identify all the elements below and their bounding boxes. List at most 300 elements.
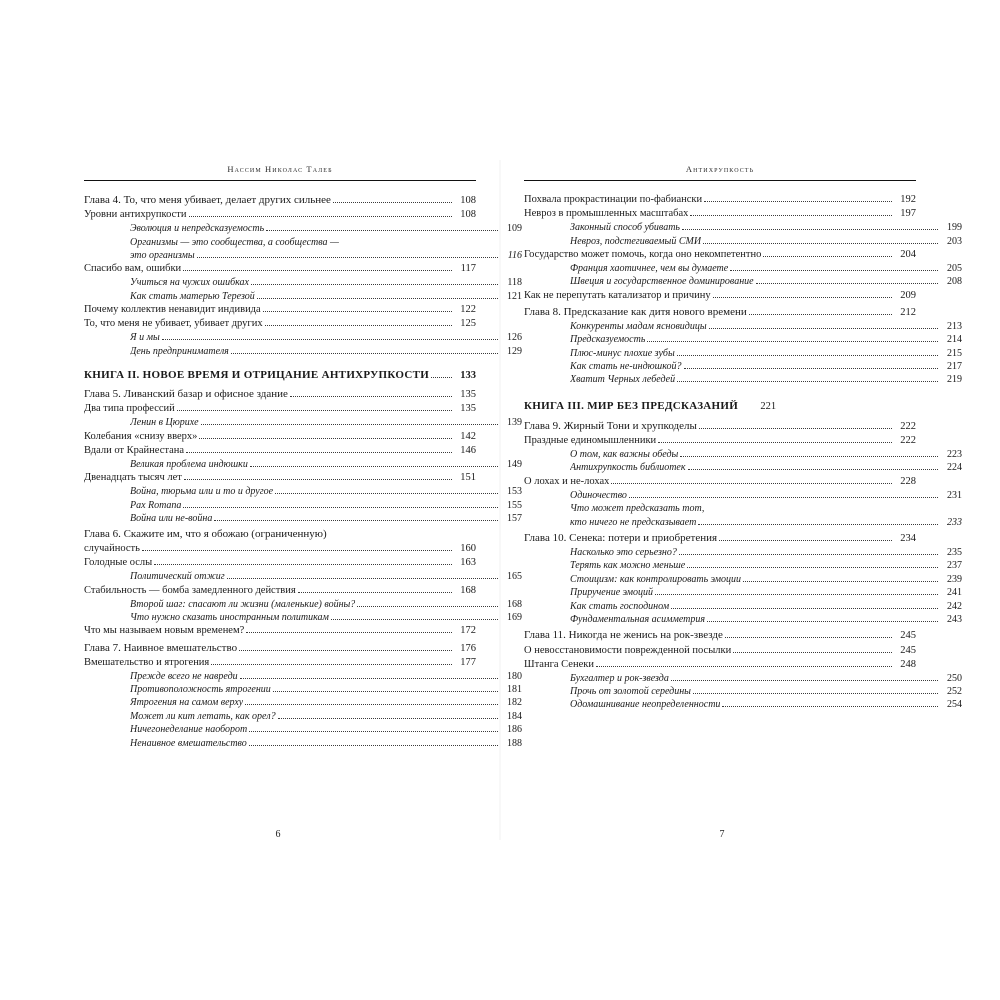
toc-entry-title: Одомашнивание неопределенности: [570, 699, 721, 711]
toc-leader-dots: [333, 202, 452, 203]
toc-subsection-entry[interactable]: [524, 320, 962, 333]
page-gutter: [499, 160, 501, 840]
toc-entry-page: 109: [507, 223, 522, 235]
toc-leader-dots: [298, 592, 452, 593]
toc-leader-dots: [246, 632, 452, 633]
toc-entry-page: 135: [460, 403, 476, 415]
right-page: [500, 160, 962, 840]
toc-section-entry[interactable]: [524, 434, 916, 448]
toc-entry-page: 126: [507, 332, 522, 344]
toc-entry-title: Франция хаотичнее, чем вы думаете: [570, 262, 729, 274]
toc-entry-page: 242: [947, 600, 962, 612]
toc-entry-continuation[interactable]: [84, 542, 476, 556]
toc-leader-dots: [677, 381, 938, 382]
toc-leader-dots: [357, 606, 498, 607]
toc-leader-dots: [183, 270, 452, 271]
toc-subsection-entry[interactable]: [84, 570, 522, 583]
toc-entry-page: 209: [900, 289, 916, 301]
toc-leader-dots: [677, 355, 938, 356]
toc-entry-page: 135: [460, 389, 476, 401]
toc-entry-page: 108: [460, 195, 476, 206]
toc-entry-page: 165: [507, 571, 522, 583]
toc-entry-title: Терять как можно меньше: [570, 560, 686, 572]
toc-section-entry[interactable]: [524, 248, 916, 262]
toc-leader-dots: [647, 341, 938, 342]
toc-leader-dots: [722, 706, 938, 707]
toc-entry-page: 254: [947, 699, 962, 711]
toc-leader-dots: [197, 257, 498, 258]
toc-entry-page: 133: [460, 370, 476, 382]
toc-section-entry[interactable]: [84, 584, 476, 598]
toc-subsection-entry[interactable]: [524, 262, 962, 275]
toc-entry-title: это организмы: [130, 249, 195, 261]
toc-entry-title: Глава 5. Ливанский базар и офисное здание: [84, 388, 288, 401]
toc-entry-page: 234: [900, 533, 916, 545]
toc-leader-dots: [431, 377, 452, 378]
toc-subsection-entry[interactable]: [84, 499, 522, 512]
toc-leader-dots: [199, 438, 452, 439]
toc-entry-page: 248: [900, 658, 916, 670]
toc-leader-dots: [189, 216, 453, 217]
toc-subsection-entry[interactable]: [84, 345, 522, 358]
toc-entry-page: 169: [507, 612, 522, 624]
toc-section-entry[interactable]: [84, 444, 476, 458]
toc-leader-dots: [214, 520, 498, 521]
toc-leader-dots: [749, 314, 892, 315]
toc-leader-dots: [227, 578, 498, 579]
toc-chapter-entry[interactable]: [84, 641, 476, 656]
toc-entry-title: Что мы называем новым временем?: [84, 625, 245, 637]
toc-leader-dots: [655, 594, 938, 595]
toc-leader-dots: [273, 691, 498, 692]
toc-entry-title: Стабильность — бомба замедленного действия: [84, 584, 296, 596]
toc-entry-title: Ятрогения на самом верху: [130, 697, 244, 709]
toc-subsection-entry[interactable]: [524, 221, 962, 234]
right-toc-list: [524, 193, 962, 712]
toc-entry-page: 182: [507, 697, 522, 709]
toc-entry-title: О лохах и не-лохах: [524, 475, 610, 487]
toc-entry-page: 231: [947, 489, 962, 501]
toc-subsection-entry[interactable]: [524, 559, 962, 572]
toc-leader-dots: [154, 564, 452, 565]
toc-subsection-entry[interactable]: [524, 672, 962, 685]
toc-section-entry[interactable]: [84, 430, 476, 444]
toc-entry-page: 250: [947, 672, 962, 684]
toc-entry-title: Как стать господином: [570, 600, 670, 612]
toc-entry-title: Глава 11. Никогда не женись на рок-звезде: [524, 629, 723, 642]
toc-entry-title: Приручение эмоций: [570, 587, 654, 599]
toc-section-entry[interactable]: [84, 656, 476, 670]
left-head-rule: [84, 180, 476, 181]
toc-entry-title: Глава 9. Жирный Тони и хрупкоделы: [524, 419, 697, 432]
toc-leader-dots: [239, 650, 452, 651]
toc-leader-dots: [688, 469, 938, 470]
toc-entry-title: Я и мы: [130, 332, 160, 344]
toc-subsection-entry[interactable]: [524, 333, 962, 346]
toc-leader-dots: [596, 666, 892, 667]
toc-subsection-entry[interactable]: [84, 458, 522, 471]
toc-entry-page: 252: [947, 686, 962, 698]
toc-entry-title: Хватит Черных лебедей: [570, 374, 676, 386]
toc-entry-page: 142: [460, 430, 476, 442]
toc-leader-dots: [698, 524, 938, 525]
toc-leader-dots: [703, 243, 938, 244]
toc-leader-dots: [177, 410, 452, 411]
left-running-head: Нассим Николас Талеб: [227, 164, 333, 174]
toc-entry-page: 233: [947, 516, 962, 528]
toc-entry-page: 160: [460, 543, 476, 555]
toc-subsection-entry[interactable]: [84, 737, 522, 750]
toc-entry-title: Эволюция и непредсказуемость: [130, 223, 265, 235]
toc-entry-title: Праздные единомышленники: [524, 434, 657, 446]
toc-leader-dots: [713, 297, 892, 298]
toc-section-entry[interactable]: [524, 289, 916, 303]
toc-entry-page: 228: [900, 475, 916, 487]
toc-entry-page: 245: [900, 630, 916, 642]
toc-leader-dots: [211, 664, 452, 665]
toc-leader-dots: [249, 745, 498, 746]
toc-leader-dots: [265, 325, 452, 326]
toc-section-entry[interactable]: [524, 207, 916, 221]
toc-book-heading[interactable]: [524, 399, 916, 414]
toc-entry-title: Колебания «снизу вверх»: [84, 430, 198, 442]
toc-chapter-entry[interactable]: [84, 527, 476, 542]
toc-leader-dots: [693, 693, 938, 694]
toc-entry-title: кто ничего не предсказывает: [570, 516, 697, 528]
toc-entry-title: Глава 6. Скажите им, что я обожаю (ограниченную): [84, 528, 327, 541]
toc-entry-page: 172: [460, 625, 476, 637]
toc-chapter-entry[interactable]: [524, 531, 916, 546]
toc-entry-title: Глава 7. Наивное вмешательство: [84, 641, 238, 654]
toc-entry-page: 235: [947, 547, 962, 559]
toc-leader-dots: [240, 678, 498, 679]
toc-leader-dots: [687, 567, 938, 568]
toc-entry-title: Невроз в промышленных масштабах: [524, 208, 689, 220]
toc-entry-page: 188: [507, 737, 522, 749]
toc-leader-dots: [680, 456, 938, 457]
toc-entry-title: Швеция и государственное доминирование: [570, 276, 754, 288]
toc-entry-page: 212: [900, 306, 916, 318]
toc-entry-page: 245: [900, 644, 916, 656]
toc-subsection-entry[interactable]: [84, 710, 522, 723]
toc-section-entry[interactable]: [84, 208, 476, 222]
toc-leader-dots: [186, 452, 452, 453]
toc-entry-title: Фундаментальная асимметрия: [570, 614, 706, 626]
toc-leader-dots: [730, 270, 938, 271]
toc-entry-title: Насколько это серьезно?: [570, 547, 677, 559]
toc-entry-title: Ленин в Цюрихе: [130, 417, 199, 429]
toc-entry-page: 222: [900, 420, 916, 432]
toc-entry-title: Государство может помочь, когда оно некомпетентно: [524, 248, 762, 260]
toc-entry-page: 186: [507, 724, 522, 736]
toc-book-heading[interactable]: [84, 368, 476, 383]
toc-leader-dots: [690, 215, 892, 216]
toc-leader-dots: [658, 442, 892, 443]
toc-entry-page: 205: [947, 262, 962, 274]
toc-leader-dots: [671, 608, 938, 609]
toc-subsection-entry[interactable]: [84, 416, 522, 429]
toc-entry-page: 139: [507, 417, 522, 429]
toc-subsection-entry[interactable]: [524, 502, 962, 515]
toc-leader-dots: [629, 497, 938, 498]
toc-leader-dots: [266, 230, 498, 231]
toc-entry-title: Война или не-война: [130, 512, 213, 524]
toc-leader-dots: [231, 353, 498, 354]
toc-entry-title: Организмы — это сообщества, а сообщества —: [130, 236, 339, 248]
toc-entry-page: 129: [507, 345, 522, 357]
toc-entry-title: Конкуренты мадам ясновидицы: [570, 320, 707, 332]
toc-leader-dots: [142, 550, 452, 551]
toc-entry-page: 177: [460, 656, 476, 668]
toc-leader-dots: [719, 540, 892, 541]
toc-entry-title: Как стать не-индюшкой?: [570, 361, 682, 373]
toc-subsection-entry[interactable]: [524, 685, 962, 698]
toc-entry-title: То, что меня не убивает, убивает других: [84, 318, 263, 330]
toc-leader-dots: [611, 483, 892, 484]
toc-leader-dots: [162, 339, 498, 340]
toc-entry-page: 223: [947, 449, 962, 461]
toc-entry-continuation[interactable]: [524, 516, 962, 529]
toc-entry-page: 151: [460, 472, 476, 484]
toc-leader-dots: [671, 680, 938, 681]
toc-subsection-entry[interactable]: [524, 347, 962, 360]
toc-entry-page: 241: [947, 587, 962, 599]
toc-leader-dots: [763, 256, 892, 257]
toc-entry-page: 219: [947, 374, 962, 386]
left-page: [56, 160, 522, 840]
toc-entry-title: Спасибо вам, ошибки: [84, 263, 182, 275]
toc-entry-page: 168: [460, 584, 476, 596]
right-head-rule: [524, 180, 916, 181]
toc-entry-page: 208: [947, 276, 962, 288]
toc-subsection-entry[interactable]: [84, 683, 522, 696]
toc-subsection-entry[interactable]: [524, 586, 962, 599]
toc-entry-page: 215: [947, 347, 962, 359]
toc-entry-title: Прежде всего не навреди: [130, 670, 238, 682]
toc-leader-dots: [250, 466, 498, 467]
toc-entry-title: Стоицизм: как контролировать эмоции: [570, 573, 742, 585]
toc-subsection-entry[interactable]: [84, 723, 522, 736]
left-folio: 6: [275, 829, 281, 840]
toc-subsection-entry[interactable]: [84, 236, 522, 249]
toc-subsection-entry[interactable]: [84, 696, 522, 709]
toc-section-entry[interactable]: [84, 624, 476, 638]
toc-entry-title: Как стать матерью Терезой: [130, 290, 255, 302]
toc-section-entry[interactable]: [84, 402, 476, 416]
toc-section-entry[interactable]: [524, 658, 916, 672]
toc-subsection-entry[interactable]: [524, 546, 962, 559]
toc-leader-dots: [249, 731, 498, 732]
toc-subsection-entry[interactable]: [524, 573, 962, 586]
toc-entry-page: 222: [900, 434, 916, 446]
toc-entry-page: 213: [947, 320, 962, 332]
toc-leader-dots: [245, 704, 498, 705]
toc-section-entry[interactable]: [84, 471, 476, 485]
toc-entry-page: 117: [460, 263, 476, 275]
toc-subsection-entry[interactable]: [84, 331, 522, 344]
toc-section-entry[interactable]: [84, 262, 476, 276]
toc-entry-page: 176: [460, 642, 476, 654]
toc-leader-dots: [707, 621, 938, 622]
toc-section-entry[interactable]: [524, 475, 916, 489]
toc-entry-page: 118: [507, 277, 522, 289]
toc-subsection-entry[interactable]: [84, 290, 522, 303]
toc-entry-title: Голодные ослы: [84, 557, 153, 569]
toc-leader-dots: [699, 428, 892, 429]
toc-chapter-entry[interactable]: [84, 387, 476, 402]
toc-subsection-entry[interactable]: [524, 235, 962, 248]
toc-entry-continuation[interactable]: [84, 249, 522, 262]
toc-entry-page: 237: [947, 560, 962, 572]
toc-entry-page: 146: [460, 444, 476, 456]
toc-leader-dots: [725, 637, 892, 638]
toc-leader-dots: [709, 328, 938, 329]
toc-entry-page: 149: [507, 458, 522, 470]
toc-subsection-entry[interactable]: [84, 512, 522, 525]
toc-entry-page: 122: [460, 304, 476, 316]
toc-entry-title: Штанга Сенеки: [524, 658, 594, 670]
toc-entry-page: 239: [947, 573, 962, 585]
toc-entry-page: 224: [947, 462, 962, 474]
toc-entry-page: 199: [947, 222, 962, 234]
toc-entry-title: Второй шаг: спасают ли жизни (маленькие) войны?: [130, 598, 356, 610]
toc-entry-title: Плюс-минус плохие зубы: [570, 347, 675, 359]
toc-entry-title: Прочь от золотой середины: [570, 686, 691, 698]
toc-entry-title: Глава 8. Предсказание как дитя нового времени: [524, 305, 747, 318]
toc-entry-title: Невроз, подстегиваемый СМИ: [570, 235, 702, 247]
toc-section-entry[interactable]: [84, 303, 476, 317]
toc-entry-page: 121: [507, 290, 522, 302]
toc-entry-page: 157: [507, 512, 522, 524]
toc-entry-title: Почему коллектив ненавидит индивида: [84, 304, 261, 316]
toc-entry-page: 214: [947, 334, 962, 346]
toc-subsection-entry[interactable]: [84, 598, 522, 611]
toc-leader-dots: [257, 298, 498, 299]
toc-entry-title: О том, как важны обеды: [570, 449, 679, 461]
toc-entry-page: 125: [460, 318, 476, 330]
toc-leader-dots: [275, 493, 498, 494]
toc-leader-dots: [278, 718, 498, 719]
toc-leader-dots: [682, 229, 938, 230]
toc-chapter-entry[interactable]: [84, 193, 476, 208]
toc-entry-title: Бухгалтер и рок-звезда: [570, 672, 669, 684]
toc-entry-page: 180: [507, 670, 522, 682]
toc-leader-dots: [183, 507, 498, 508]
toc-entry-page: 243: [947, 614, 962, 626]
toc-entry-page: 203: [947, 235, 962, 247]
toc-entry-title: Война, тюрьма или и то и другое: [130, 486, 274, 498]
toc-entry-page: 192: [900, 194, 916, 205]
toc-leader-dots: [733, 652, 892, 653]
toc-subsection-entry[interactable]: [84, 670, 522, 683]
toc-entry-page: 108: [460, 209, 476, 221]
toc-entry-title: День предпринимателя: [130, 345, 229, 357]
toc-entry-title: Похвала прокрастинации по-фабиански: [524, 194, 703, 205]
toc-entry-title: Великая проблема индюшки: [130, 458, 248, 470]
toc-entry-title: Одиночество: [570, 489, 627, 501]
toc-entry-title: Может ли кит летать, как орел?: [130, 710, 276, 722]
toc-entry-page: 204: [900, 248, 916, 260]
toc-entry-page: 184: [507, 710, 522, 722]
toc-leader-dots: [184, 479, 452, 480]
toc-entry-title: Pax Romana: [130, 499, 182, 511]
toc-leader-dots: [201, 424, 498, 425]
toc-entry-title: Вмешательство и ятрогения: [84, 656, 210, 668]
toc-section-entry[interactable]: [84, 556, 476, 570]
toc-entry-title: Два типа профессий: [84, 403, 175, 415]
toc-subsection-entry[interactable]: [524, 275, 962, 288]
toc-leader-dots: [756, 283, 938, 284]
toc-entry-title: Ничегонеделание наоборот: [130, 724, 248, 736]
toc-leader-dots: [704, 201, 892, 202]
toc-leader-dots: [251, 284, 498, 285]
toc-entry-page: 163: [460, 557, 476, 569]
left-toc-list: [84, 193, 522, 750]
toc-subsection-entry[interactable]: [84, 222, 522, 235]
toc-subsection-entry[interactable]: [524, 461, 962, 474]
toc-entry-title: случайность: [84, 543, 140, 555]
toc-entry-title: О невосстановимости поврежденной посылки: [524, 644, 732, 656]
toc-chapter-entry[interactable]: [524, 628, 916, 643]
toc-section-entry[interactable]: [524, 644, 916, 658]
toc-subsection-entry[interactable]: [84, 485, 522, 498]
toc-subsection-entry[interactable]: [524, 373, 962, 386]
toc-leader-dots: [290, 396, 452, 397]
toc-subsection-entry[interactable]: [524, 613, 962, 626]
toc-entry-title: Как не перепутать катализатор и причину: [524, 289, 711, 301]
toc-leader-dots: [263, 311, 452, 312]
toc-subsection-entry[interactable]: [524, 698, 962, 711]
toc-entry-title: Глава 4. То, что меня убивает, делает других сильнее: [84, 194, 331, 206]
toc-leader-dots: [331, 619, 498, 620]
toc-section-entry[interactable]: [84, 317, 476, 331]
toc-entry-title: КНИГА II. НОВОЕ ВРЕМЯ И ОТРИЦАНИЕ АНТИХРУПКОСТИ: [84, 369, 430, 382]
toc-entry-title: Ненаивное вмешательство: [130, 737, 247, 749]
toc-entry-title: Что нужно сказать иностранным политикам: [130, 612, 329, 624]
toc-entry-title: Законный способ убивать: [570, 222, 680, 234]
toc-entry-title: Вдали от Крайнестана: [84, 444, 185, 456]
toc-entry-page: 116: [507, 249, 522, 261]
toc-entry-title: КНИГА III. МИР БЕЗ ПРЕДСКАЗАНИЙ: [524, 399, 739, 412]
toc-entry-title: Политический отжиг: [130, 571, 225, 583]
toc-chapter-entry[interactable]: [524, 305, 916, 320]
toc-entry-title: Противоположность ятрогении: [130, 684, 271, 696]
toc-entry-title: Антихрупкость библиотек: [570, 462, 686, 474]
toc-entry-title: Предсказуемость: [570, 334, 646, 346]
toc-entry-title: Уровни антихрупкости: [84, 209, 187, 221]
toc-subsection-entry[interactable]: [84, 611, 522, 624]
toc-entry-page: 181: [507, 684, 522, 696]
toc-entry-page: 153: [507, 486, 522, 498]
toc-leader-dots: [743, 581, 938, 582]
toc-subsection-entry[interactable]: [524, 360, 962, 373]
toc-entry-title: Глава 10. Сенека: потери и приобретения: [524, 532, 718, 545]
toc-section-entry[interactable]: [524, 193, 916, 207]
toc-subsection-entry[interactable]: [84, 276, 522, 289]
toc-subsection-entry[interactable]: [524, 600, 962, 613]
right-running-head: Антихрупкость: [685, 164, 755, 174]
toc-entry-title: Двенадцать тысяч лет: [84, 472, 182, 484]
toc-entry-page: 221: [760, 400, 777, 412]
toc-leader-dots: [679, 554, 938, 555]
toc-subsection-entry[interactable]: [524, 448, 962, 461]
toc-chapter-entry[interactable]: [524, 419, 916, 434]
toc-entry-title: Учиться на чужих ошибках: [130, 277, 249, 289]
toc-entry-title: Что может предсказать тот,: [570, 503, 705, 515]
toc-leader-dots: [684, 368, 938, 369]
toc-entry-page: 197: [900, 208, 916, 220]
toc-subsection-entry[interactable]: [524, 489, 962, 502]
